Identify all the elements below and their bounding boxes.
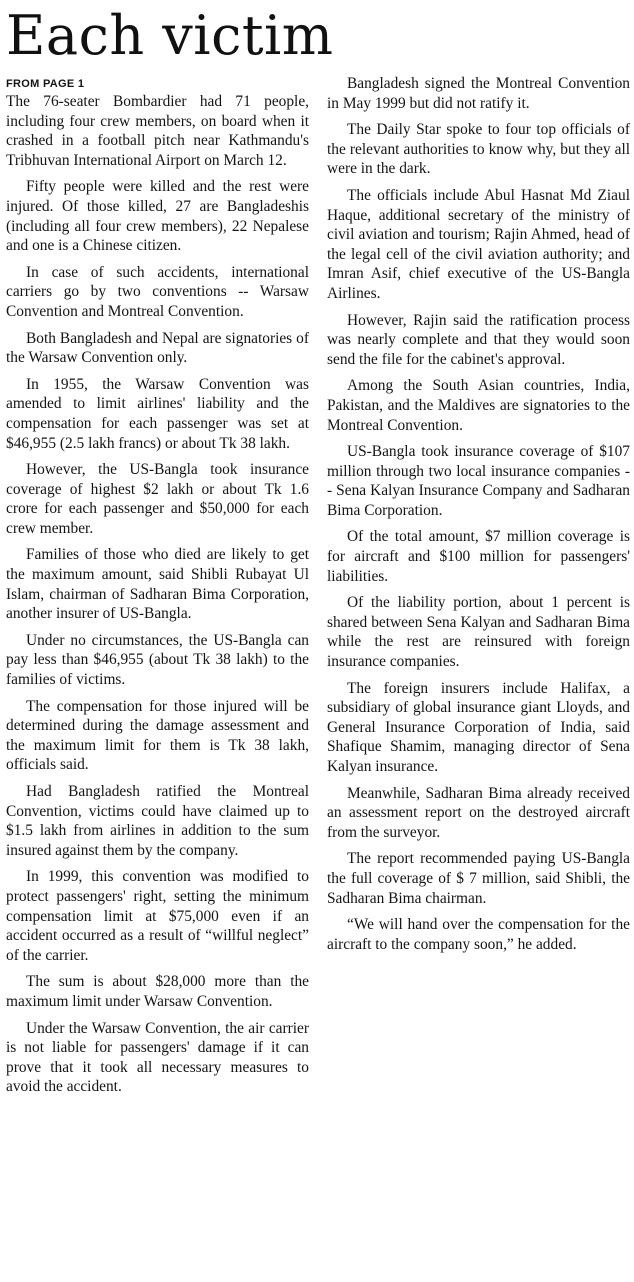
continued-from-label: FROM PAGE 1 <box>6 78 85 90</box>
paragraph: The sum is about $28,000 more than the maximum limit under Warsaw Convention. <box>6 973 309 1010</box>
paragraph: Had Bangladesh ratified the Montreal Convention, victims could have claimed up to $1.5 lakh from airlines in addition to the sum insured against them by the company. <box>6 783 309 859</box>
column-right <box>327 74 630 1274</box>
paragraph: However, Rajin said the ratification process was nearly complete and that they would soon send the file for the cabinet's approval. <box>327 311 630 368</box>
article-body <box>6 74 630 1274</box>
paragraph: However, the US-Bangla took insurance coverage of highest $2 lakh or about Tk 1.6 crore for each passenger and $50,000 for each crew member. <box>6 461 309 537</box>
paragraph: Families of those who died are likely to get the maximum amount, said Shibli Rubayat Ul Islam, chairman of Sadharan Bima Corporation, another insurer of US-Bangla. <box>6 546 309 623</box>
paragraph: In 1999, this convention was modified to protect passengers' right, setting the minimum compensation limit at $75,000 even if an accident occurred as a result of “willful neglect” of the carrier. <box>6 868 309 964</box>
paragraph: Both Bangladesh and Nepal are signatories of the Warsaw Convention only. <box>6 329 309 367</box>
paragraph: Of the liability portion, about 1 percent is shared between Sena Kalyan and Sadharan Bima while the rest are reinsured with foreign insurance companies. <box>327 594 630 671</box>
paragraph: Fifty people were killed and the rest were injured. Of those killed, 27 are Bangladeshis (including all four crew members), 22 Nepalese and one is a Chinese citizen. <box>6 178 309 255</box>
paragraph: Among the South Asian countries, India, Pakistan, and the Maldives are signatories to the Montreal Convention. <box>327 377 630 434</box>
paragraph: Of the total amount, $7 million coverage is for aircraft and $100 million for passengers' liabilities. <box>327 528 630 585</box>
paragraph: The Daily Star spoke to four top officials of the relevant authorities to know why, but they all were in the dark. <box>327 121 630 178</box>
headline: Each victim <box>6 4 334 67</box>
paragraph: Meanwhile, Sadharan Bima already received an assessment report on the destroyed aircraft from the surveyor. <box>327 784 630 841</box>
paragraph: In 1955, the Warsaw Convention was amended to limit airlines' liability and the compensation for each passenger was set at $46,955 (2.5 lakh francs) or about Tk 38 lakh. <box>6 375 309 452</box>
paragraph: The report recommended paying US-Bangla the full coverage of $ 7 million, said Shibli, the Sadharan Bima chairman. <box>327 850 630 907</box>
column-left <box>6 74 309 1274</box>
paragraph: The 76-seater Bombardier had 71 people, including four crew members, on board when it crashed in a football pitch near Kathmandu's Tribhuvan International Airport on March 12. <box>6 93 309 169</box>
paragraph: The compensation for those injured will be determined during the damage assessment and the maximum limit for them is Tk 38 lakh, officials said. <box>6 697 309 774</box>
paragraph: The foreign insurers include Halifax, a subsidiary of global insurance giant Lloyds, and General Insurance Corporation of India, said Shafique Shamim, managing director of Sena Kalyan insurance. <box>327 679 630 775</box>
paragraph: “We will hand over the compensation for the aircraft to the company soon,” he added. <box>327 916 630 953</box>
paragraph: In case of such accidents, international carriers go by two conventions -- Warsaw Convention and Montreal Convention. <box>6 263 309 320</box>
paragraph: The officials include Abul Hasnat Md Ziaul Haque, additional secretary of the ministry of civil aviation and tourism; Rajin Ahmed, head of the legal cell of the civil aviation authority; and Imran Asif, chief executive of the US-Bangla Airlines. <box>327 186 630 302</box>
paragraph: Under no circumstances, the US-Bangla can pay less than $46,955 (about Tk 38 lakh) to the families of victims. <box>6 631 309 689</box>
paragraph: Under the Warsaw Convention, the air carrier is not liable for passengers' damage if it can prove that it took all necessary measures to avoid the accident. <box>6 1019 309 1096</box>
paragraph: Bangladesh signed the Montreal Convention in May 1999 but did not ratify it. <box>327 75 630 112</box>
paragraph: US-Bangla took insurance coverage of $107 million through two local insurance companies -- Sena Kalyan Insurance Company and Sadharan Bima Corporation. <box>327 443 630 519</box>
